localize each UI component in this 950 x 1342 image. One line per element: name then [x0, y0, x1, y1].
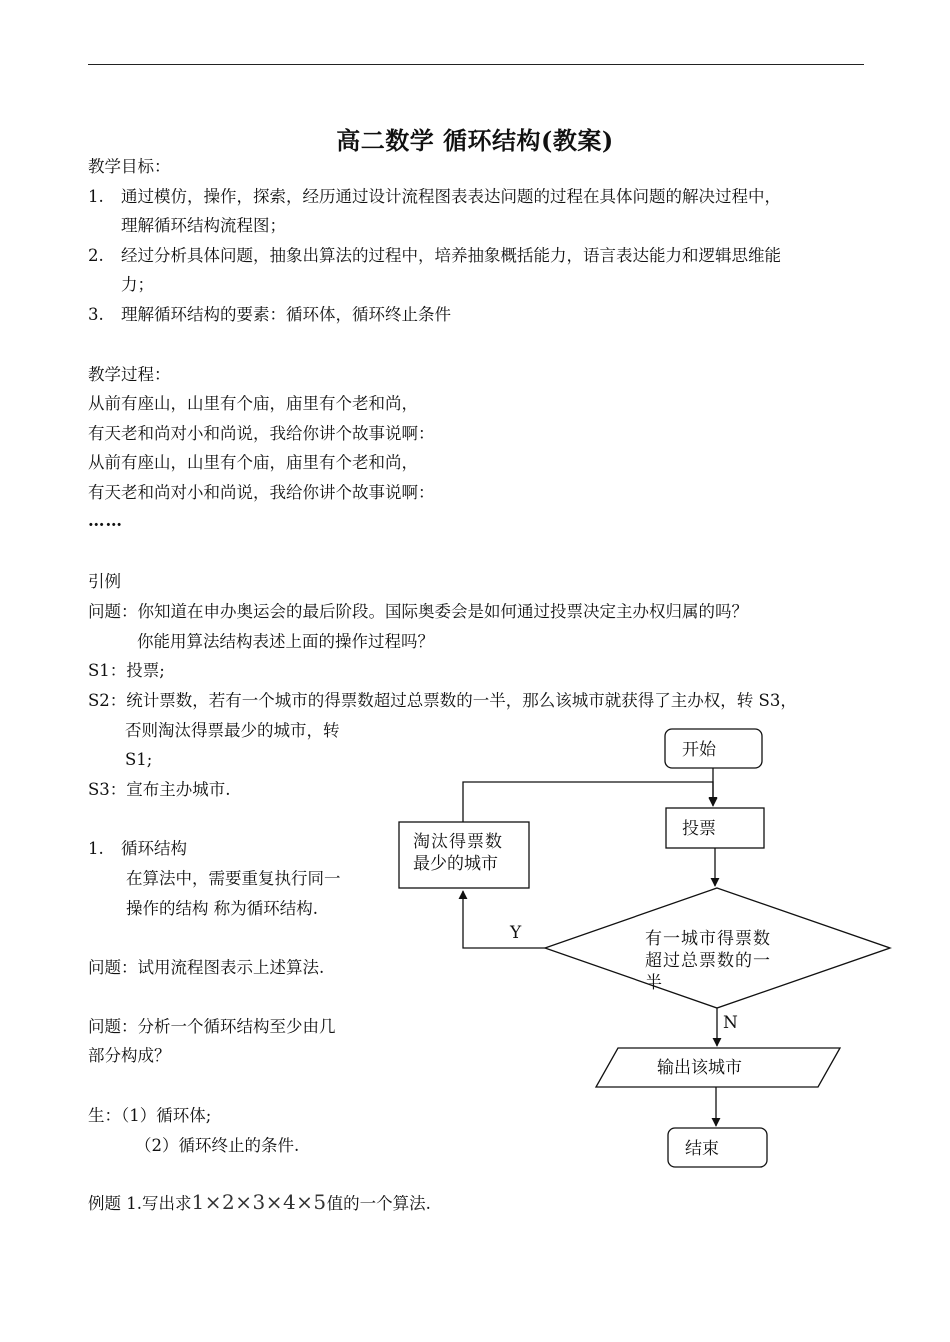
objective-2-line2: 力； — [121, 275, 154, 294]
story-line-3: 从前有座山，山里有个庙，庙里有个老和尚， — [88, 453, 418, 472]
flowchart-decision-line1: 有一城市得票数 — [645, 929, 771, 949]
question-2: 问题：试用流程图表示上述算法. — [88, 958, 325, 977]
objective-3-number: 3. — [88, 305, 104, 324]
story-line-2: 有天老和尚对小和尚说，我给你讲个故事说啊： — [88, 424, 435, 443]
flowchart-end-label: 结束 — [685, 1139, 719, 1159]
example-heading: 引例 — [88, 572, 121, 591]
example-1-prefix: 例题 1.写出求 — [88, 1194, 192, 1213]
flowchart-decision-line2: 超过总票数的一 — [645, 951, 771, 971]
answer-line1: 生：（1）循环体; — [88, 1106, 212, 1125]
step-s1: S1：投票; — [88, 661, 165, 680]
example-1-suffix: 值的一个算法. — [326, 1194, 431, 1213]
story-line-1: 从前有座山，山里有个庙，庙里有个老和尚， — [88, 394, 418, 413]
objective-1-number: 1. — [88, 187, 104, 206]
flowchart-output-label: 输出该城市 — [657, 1058, 742, 1078]
step-s3: S3：宣布主办城市. — [88, 780, 231, 799]
section-1-title: 循环结构 — [121, 839, 187, 858]
section-1-definition-line2: 操作的结构 称为循环结构. — [126, 899, 318, 918]
question-1-line2: 你能用算法结构表述上面的操作过程吗？ — [137, 632, 434, 651]
objective-2-line1: 经过分析具体问题，抽象出算法的过程中，培养抽象概括能力，语言表达能力和逻辑思维能 — [121, 246, 781, 265]
answer-line2: （2）循环终止的条件. — [135, 1136, 300, 1155]
flowchart-decision-line3: 半 — [645, 973, 662, 993]
flowchart-arrow-yes — [463, 891, 545, 948]
objective-1-line2: 理解循环结构流程图； — [121, 216, 286, 235]
story-ellipsis: …… — [88, 511, 123, 530]
objective-2-number: 2. — [88, 246, 104, 265]
flowchart-vote-label: 投票 — [682, 819, 716, 839]
flowchart-start-label: 开始 — [682, 740, 716, 760]
section-1-number: 1. — [88, 839, 104, 858]
process-heading: 教学过程： — [88, 365, 171, 384]
step-s2-line1: S2：统计票数，若有一个城市的得票数超过总票数的一半，那么该城市就获得了主办权，转 S3， — [88, 691, 797, 710]
flowchart-no-label: N — [723, 1013, 738, 1033]
flowchart-eliminate-line1: 淘汰得票数 — [413, 832, 503, 852]
step-s2-line2: 否则淘汰得票最少的城市，转 — [125, 721, 340, 740]
question-3-line2: 部分构成？ — [88, 1046, 171, 1065]
example-1-formula: 1×2×3×4×5 — [191, 1190, 327, 1214]
story-line-4: 有天老和尚对小和尚说，我给你讲个故事说啊： — [88, 483, 435, 502]
question-3-line1: 问题：分析一个循环结构至少由几 — [88, 1017, 336, 1036]
page-title: 高二数学 循环结构(教案) — [336, 126, 614, 155]
flowchart-yes-label: Y — [510, 923, 522, 943]
flowchart-eliminate-line2: 最少的城市 — [413, 854, 498, 874]
objective-1-line1: 通过模仿，操作，探索，经历通过设计流程图表表达问题的过程在具体问题的解决过程中， — [121, 187, 781, 206]
step-s2-line3: S1; — [125, 750, 153, 769]
question-1-line1: 问题：你知道在申办奥运会的最后阶段。国际奥委会是如何通过投票决定主办权归属的吗？ — [88, 602, 748, 621]
section-1-definition-line1: 在算法中，需要重复执行同一 — [126, 869, 341, 888]
objectives-heading: 教学目标： — [88, 157, 171, 176]
objective-3-line1: 理解循环结构的要素：循环体，循环终止条件 — [121, 305, 451, 324]
